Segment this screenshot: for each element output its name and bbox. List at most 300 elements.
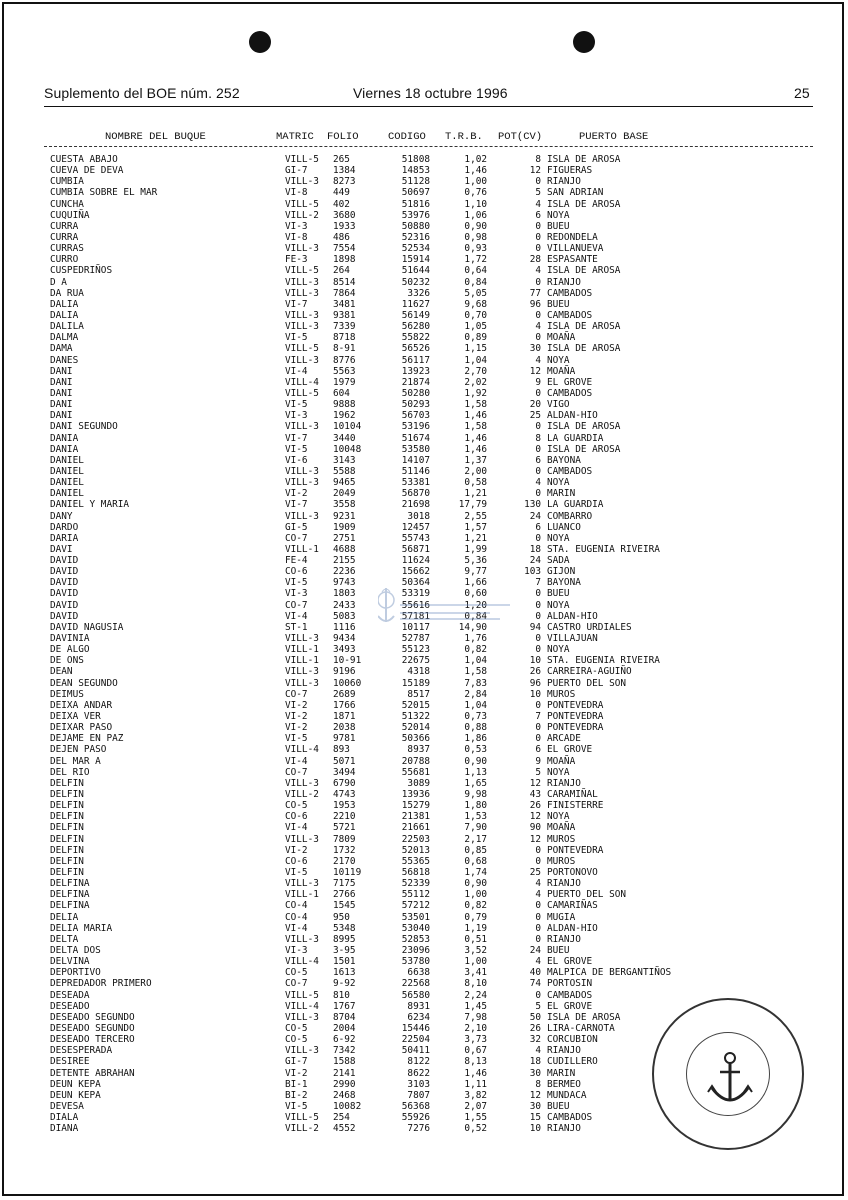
pot-cv-cell: 0 [535,922,541,934]
puerto-base-cell: CORCUBION [547,1034,598,1046]
folio-cell: 10048 [333,443,362,455]
trb-cell: 9,68 [464,298,487,310]
codigo-cell: 53976 [401,209,430,221]
codigo-cell: 3018 [407,510,430,522]
puerto-base-cell: CASTRO URDIALES [547,621,632,633]
col-header-folio: FOLIO [327,131,359,143]
folio-cell: 2468 [333,1089,356,1101]
table-row [0,956,848,967]
folio-cell: 4688 [333,543,356,555]
codigo-cell: 15914 [401,254,430,266]
trb-cell: 1,04 [464,699,487,711]
vessel-name-cell: DANIA [50,443,79,455]
table-row [0,778,848,789]
vessel-name-cell: CUNCHA [50,198,84,210]
vessel-name-cell: DANY [50,510,73,522]
folio-cell: 3558 [333,499,356,511]
trb-cell: 0,79 [464,911,487,923]
puerto-base-cell: LA GUARDIA [547,432,604,444]
trb-cell: 1,45 [464,1000,487,1012]
vessel-name-cell: CURRA [50,231,79,243]
puerto-base-cell: LIRA-CARNOTA [547,1022,615,1034]
vessel-name-cell: DESESPERADA [50,1045,113,1057]
trb-cell: 5,36 [464,555,487,567]
matric-cell: CO-7 [285,978,308,990]
puerto-base-cell: MOAÑA [547,755,576,767]
pot-cv-cell: 0 [535,855,541,867]
puerto-base-cell: MOAÑA [547,332,576,344]
trb-cell: 0,67 [464,1045,487,1057]
trb-cell: 0,98 [464,231,487,243]
matric-cell: VILL-5 [285,989,319,1001]
matric-cell: VILL-4 [285,376,319,388]
matric-cell: VILL-3 [285,287,319,299]
table-row [0,722,848,733]
puerto-base-cell: EL GROVE [547,744,593,756]
trb-cell: 1,11 [464,1078,487,1090]
vessel-name-cell: DEJAME EN PAZ [50,733,124,745]
matric-cell: VI-5 [285,577,308,589]
matric-cell: VILL-5 [285,154,319,165]
vessel-name-cell: DEPORTIVO [50,967,101,979]
puerto-base-cell: LUANCO [547,521,581,533]
trb-cell: 7,83 [464,677,487,689]
vessel-name-cell: DE ALGO [50,644,90,656]
vessel-name-cell: DIALA [50,1112,79,1124]
table-row [0,555,848,566]
puerto-base-cell: PORTOSIN [547,978,593,990]
folio-cell: 1613 [333,967,356,979]
codigo-cell: 50697 [401,187,430,199]
pot-cv-cell: 4 [535,265,541,277]
vessel-name-cell: DANI [50,365,73,377]
puerto-base-cell: MALPICA DE BERGANTIÑOS [547,967,672,979]
trb-cell: 1,20 [464,599,487,611]
table-row [0,744,848,755]
folio-cell: 7554 [333,243,356,255]
pot-cv-cell: 12 [529,365,541,377]
codigo-cell: 23096 [401,944,430,956]
table-row [0,199,848,210]
vessel-name-cell: DALIA [50,298,79,310]
puerto-base-cell: RIANJO [547,176,581,188]
puerto-base-cell: NOYA [547,766,570,778]
puerto-base-cell: MUROS [547,833,576,845]
matric-cell: VILL-3 [285,933,319,945]
folio-cell: 1588 [333,1056,356,1068]
col-header-pot: POT(CV) [498,131,543,143]
vessel-name-cell: DESEADO SEGUNDO [50,1011,135,1023]
folio-cell: 1909 [333,521,356,533]
puerto-base-cell: ISLA DE AROSA [547,343,621,355]
trb-cell: 2,17 [464,833,487,845]
codigo-cell: 57212 [401,900,430,912]
codigo-cell: 50880 [401,220,430,232]
pot-cv-cell: 0 [535,220,541,232]
codigo-cell: 52015 [401,699,430,711]
folio-cell: 950 [333,911,350,923]
vessel-name-cell: DE ONS [50,655,84,667]
pot-cv-cell: 30 [529,343,541,355]
table-row [0,254,848,265]
matric-cell: VI-2 [285,711,308,723]
matric-cell: VI-5 [285,1100,308,1112]
vessel-name-cell: DANIEL [50,454,84,466]
table-row [0,243,848,254]
table-row [0,455,848,466]
trb-cell: 2,70 [464,365,487,377]
table-row [0,377,848,388]
trb-cell: 1,74 [464,867,487,878]
vessel-name-cell: DESEADO [50,1000,90,1012]
codigo-cell: 56870 [401,488,430,500]
matric-cell: CO-5 [285,1022,308,1034]
trb-cell: 1,72 [464,254,487,266]
col-header-matric: MATRIC [276,131,314,143]
matric-cell: VI-5 [285,399,308,411]
folio-cell: 9743 [333,577,356,589]
codigo-cell: 11624 [401,555,430,567]
folio-cell: 2004 [333,1022,356,1034]
puerto-base-cell: PONTEVEDRA [547,844,604,856]
pot-cv-cell: 0 [535,644,541,656]
codigo-cell: 52014 [401,722,430,734]
puerto-base-cell: SADA [547,555,570,567]
trb-cell: 1,46 [464,1067,487,1079]
table-row [0,789,848,800]
matric-cell: VILL-3 [285,633,319,645]
matric-cell: VILL-3 [285,176,319,188]
codigo-cell: 7807 [407,1089,430,1101]
puerto-base-cell: CAMBADOS [547,287,593,299]
folio-cell: 5563 [333,365,356,377]
codigo-cell: 14853 [401,165,430,177]
matric-cell: VILL-3 [285,1011,319,1023]
pot-cv-cell: 18 [529,1056,541,1068]
trb-cell: 0,58 [464,477,487,489]
pot-cv-cell: 103 [524,566,541,578]
trb-cell: 1,46 [464,443,487,455]
puerto-base-cell: ISLA DE AROSA [547,265,621,277]
pot-cv-cell: 24 [529,944,541,956]
vessel-name-cell: DANI SEGUNDO [50,421,118,433]
puerto-base-cell: PUERTO DEL SON [547,889,627,901]
folio-cell: 2766 [333,889,356,901]
puerto-base-cell: ESPASANTE [547,254,598,266]
matric-cell: VI-2 [285,844,308,856]
table-row [0,900,848,911]
matric-cell: VILL-5 [285,265,319,277]
vessel-name-cell: DELTA [50,933,79,945]
folio-cell: 10082 [333,1100,362,1112]
puerto-base-cell: NOYA [547,532,570,544]
table-row [0,310,848,321]
table-row [0,221,848,232]
pot-cv-cell: 12 [529,833,541,845]
vessel-table [0,154,848,1134]
folio-cell: 1766 [333,699,356,711]
vessel-name-cell: DELFIN [50,867,84,878]
vessel-name-cell: DALMA [50,332,79,344]
folio-cell: 2751 [333,532,356,544]
puerto-base-cell: BUEU [547,588,570,600]
table-row [0,711,848,722]
puerto-base-cell: ISLA DE AROSA [547,443,621,455]
matric-cell: VILL-1 [285,543,319,555]
codigo-cell: 22504 [401,1034,430,1046]
puerto-base-cell: ALDAN-HIO [547,610,598,622]
puerto-base-cell: STA. EUGENIA RIVEIRA [547,543,660,555]
puerto-base-cell: CARAMIÑAL [547,789,598,801]
pot-cv-cell: 25 [529,867,541,878]
codigo-cell: 15662 [401,566,430,578]
codigo-cell: 50411 [401,1045,430,1057]
folio-cell: 7342 [333,1045,356,1057]
pot-cv-cell: 0 [535,332,541,344]
trb-cell: 0,82 [464,900,487,912]
vessel-name-cell: DELFIN [50,833,84,845]
folio-cell: 9465 [333,477,356,489]
table-row [0,544,848,555]
pot-cv-cell: 32 [529,1034,541,1046]
vessel-name-cell: CUEVA DE DEVA [50,165,124,177]
matric-cell: VILL-3 [285,833,319,845]
vessel-name-cell: DELIA [50,911,79,923]
trb-cell: 1,55 [464,1112,487,1124]
folio-cell: 1933 [333,220,356,232]
vessel-name-cell: DELTA DOS [50,944,101,956]
trb-cell: 1,06 [464,209,487,221]
matric-cell: CO-7 [285,532,308,544]
pot-cv-cell: 0 [535,309,541,321]
table-row [0,433,848,444]
vessel-name-cell: DANI [50,410,73,422]
codigo-cell: 56703 [401,410,430,422]
trb-cell: 1,04 [464,354,487,366]
table-row [0,154,848,165]
folio-cell: 7809 [333,833,356,845]
table-row [0,678,848,689]
vessel-name-cell: DAVID [50,577,79,589]
pot-cv-cell: 0 [535,900,541,912]
pot-cv-cell: 74 [529,978,541,990]
pot-cv-cell: 8 [535,432,541,444]
pot-cv-cell: 12 [529,1089,541,1101]
table-row [0,488,848,499]
folio-cell: 3143 [333,454,356,466]
table-row [0,566,848,577]
trb-cell: 2,00 [464,465,487,477]
table-row [0,232,848,243]
trb-cell: 2,55 [464,510,487,522]
trb-cell: 2,07 [464,1100,487,1112]
pot-cv-cell: 0 [535,933,541,945]
vessel-name-cell: CURRA [50,220,79,232]
trb-cell: 1,02 [464,154,487,165]
vessel-name-cell: DANIEL [50,488,84,500]
folio-cell: 1384 [333,165,356,177]
table-row [0,444,848,455]
puerto-base-cell: SAN ADRIAN [547,187,604,199]
vessel-name-cell: DANES [50,354,79,366]
folio-cell: 486 [333,231,350,243]
table-row [0,700,848,711]
trb-cell: 0,76 [464,187,487,199]
codigo-cell: 50232 [401,276,430,288]
vessel-name-cell: DAVID [50,588,79,600]
pot-cv-cell: 20 [529,399,541,411]
vessel-name-cell: DESEADA [50,989,90,1001]
codigo-cell: 51674 [401,432,430,444]
codigo-cell: 53319 [401,588,430,600]
codigo-cell: 15446 [401,1022,430,1034]
pot-cv-cell: 0 [535,599,541,611]
folio-cell: 402 [333,198,350,210]
matric-cell: VI-4 [285,822,308,834]
folio-cell: 1116 [333,621,356,633]
trb-cell: 0,53 [464,744,487,756]
trb-cell: 1,99 [464,543,487,555]
pot-cv-cell: 90 [529,822,541,834]
puerto-base-cell: RIANJO [547,1045,581,1057]
folio-cell: 2990 [333,1078,356,1090]
pot-cv-cell: 6 [535,209,541,221]
vessel-name-cell: DAVID [50,566,79,578]
folio-cell: 2038 [333,722,356,734]
table-row [0,176,848,187]
folio-cell: 6-92 [333,1034,356,1046]
table-row [0,934,848,945]
matric-cell: GI-5 [285,521,308,533]
pot-cv-cell: 50 [529,1011,541,1023]
vessel-name-cell: DEAN [50,666,73,678]
matric-cell: VI-5 [285,867,308,878]
codigo-cell: 22568 [401,978,430,990]
vessel-name-cell: DESIREE [50,1056,90,1068]
vessel-name-cell: DAVINIA [50,633,90,645]
pot-cv-cell: 6 [535,744,541,756]
pot-cv-cell: 0 [535,722,541,734]
vessel-name-cell: DELVINA [50,956,90,968]
puerto-base-cell: NOYA [547,644,570,656]
pot-cv-cell: 24 [529,510,541,522]
puerto-base-cell: EL GROVE [547,376,593,388]
codigo-cell: 55365 [401,855,430,867]
trb-cell: 0,70 [464,309,487,321]
pot-cv-cell: 0 [535,911,541,923]
matric-cell: VILL-2 [285,209,319,221]
trb-cell: 2,10 [464,1022,487,1034]
vessel-name-cell: DAVID [50,599,79,611]
puerto-base-cell: CAMBADOS [547,1112,593,1124]
table-row [0,689,848,700]
table-row [0,511,848,522]
codigo-cell: 53381 [401,477,430,489]
vessel-name-cell: DEIXAR PASO [50,722,113,734]
table-row [0,533,848,544]
codigo-cell: 20788 [401,755,430,767]
folio-cell: 9781 [333,733,356,745]
puerto-base-cell: BERMEO [547,1078,581,1090]
codigo-cell: 21381 [401,811,430,823]
table-row [0,834,848,845]
vessel-name-cell: DAVI [50,543,73,555]
folio-cell: 1732 [333,844,356,856]
vessel-name-cell: DETENTE ABRAHAN [50,1067,135,1079]
puerto-base-cell: ARCADE [547,733,581,745]
puerto-base-cell: CAMARIÑAS [547,900,598,912]
table-row [0,332,848,343]
trb-cell: 0,89 [464,332,487,344]
codigo-cell: 3326 [407,287,430,299]
puerto-base-cell: PONTEVEDRA [547,711,604,723]
trb-cell: 1,00 [464,956,487,968]
matric-cell: VI-5 [285,733,308,745]
codigo-cell: 51146 [401,465,430,477]
vessel-name-cell: DANIEL [50,465,84,477]
trb-cell: 8,13 [464,1056,487,1068]
trb-cell: 1,46 [464,165,487,177]
pot-cv-cell: 0 [535,243,541,255]
pot-cv-cell: 0 [535,633,541,645]
folio-cell: 6790 [333,777,356,789]
matric-cell: VILL-3 [285,321,319,333]
puerto-base-cell: PORTONOVO [547,867,598,878]
pot-cv-cell: 0 [535,699,541,711]
folio-cell: 9434 [333,633,356,645]
vessel-name-cell: DESEADO SEGUNDO [50,1022,135,1034]
pot-cv-cell: 0 [535,488,541,500]
matric-cell: VILL-4 [285,744,319,756]
matric-cell: VI-8 [285,187,308,199]
col-header-trb: T.R.B. [445,131,483,143]
codigo-cell: 55123 [401,644,430,656]
codigo-cell: 22675 [401,655,430,667]
pot-cv-cell: 6 [535,454,541,466]
folio-cell: 5588 [333,465,356,477]
trb-cell: 1,86 [464,733,487,745]
codigo-cell: 15279 [401,800,430,812]
codigo-cell: 8122 [407,1056,430,1068]
pot-cv-cell: 0 [535,989,541,1001]
col-header-codigo: CODIGO [388,131,426,143]
codigo-cell: 56117 [401,354,430,366]
matric-cell: VILL-3 [285,421,319,433]
codigo-cell: 55681 [401,766,430,778]
vessel-name-cell: DEJEN PASO [50,744,107,756]
pot-cv-cell: 5 [535,187,541,199]
puerto-base-cell: BUEU [547,944,570,956]
matric-cell: VILL-5 [285,198,319,210]
puerto-base-cell: BAYONA [547,454,581,466]
folio-cell: 8718 [333,332,356,344]
publication-date: Viernes 18 octubre 1996 [353,85,508,101]
folio-cell: 2236 [333,566,356,578]
table-row [0,288,848,299]
matric-cell: VI-7 [285,298,308,310]
codigo-cell: 7276 [407,1123,430,1135]
codigo-cell: 15189 [401,677,430,689]
trb-cell: 1,65 [464,777,487,789]
puerto-base-cell: CARREIRA-AGUIÑO [547,666,632,678]
codigo-cell: 53196 [401,421,430,433]
matric-cell: VI-8 [285,231,308,243]
vessel-name-cell: DELFINA [50,889,90,901]
codigo-cell: 8622 [407,1067,430,1079]
trb-cell: 1,92 [464,387,487,399]
vessel-name-cell: DELFINA [50,900,90,912]
trb-cell: 1,21 [464,488,487,500]
